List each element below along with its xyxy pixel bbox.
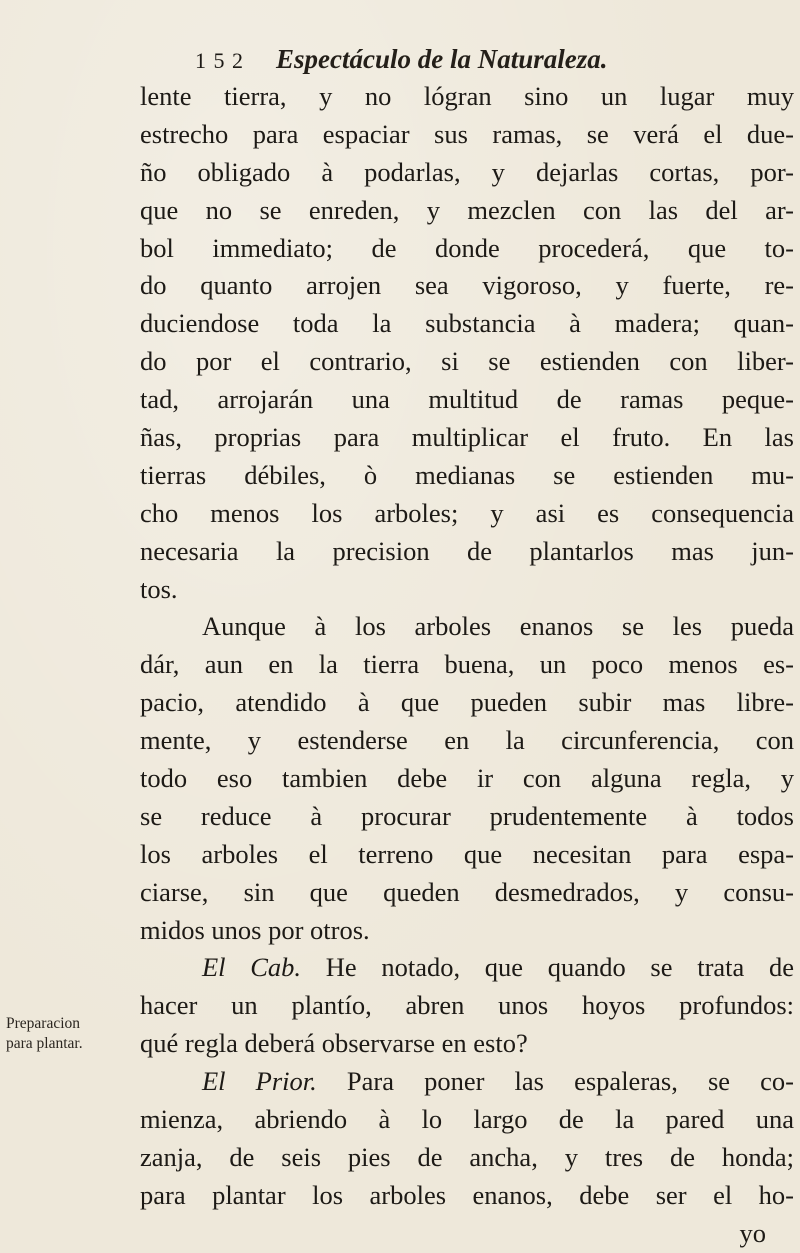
text-line: tos. [140, 573, 178, 604]
text-line: tad, arrojarán una multitud de ramas peque- [140, 384, 794, 415]
speaker-label: El Cab. [202, 952, 302, 983]
body-text [140, 78, 794, 1253]
text-line: ñas, proprias para multiplicar el fruto. En las [140, 422, 794, 453]
speaker-label: El Prior. [202, 1066, 317, 1097]
text-line: dár, aun en la tierra buena, un poco menos es- [140, 649, 794, 680]
text-line: ño obligado à podarlas, y dejarlas cortas, por- [140, 156, 794, 187]
text-line: zanja, de seis pies de ancha, y tres de honda; [140, 1141, 794, 1172]
text-line: qué regla deberá observarse en esto? [140, 1028, 528, 1059]
paragraph-start-line: Aunque à los arboles enanos se les pueda [202, 611, 794, 642]
text-line: todo eso tambien debe ir con alguna regla, y [140, 763, 794, 794]
text-line: estrecho para espaciar sus ramas, se verá el due- [140, 118, 794, 149]
text-line: lente tierra, y no lógran sino un lugar muy [140, 81, 794, 111]
margin-note-line: para plantar. [6, 1035, 83, 1052]
dialogue-line-caballero: El Cab. He notado, que quando se trata de [202, 952, 794, 983]
text-line: necesaria la precision de plantarlos mas jun- [140, 535, 794, 566]
running-title: Espectáculo de la Naturaleza. [276, 44, 608, 74]
text-line: bol immediato; de donde procederá, que to- [140, 232, 794, 263]
text-line: mienza, abriendo à lo largo de la pared una [140, 1104, 794, 1135]
margin-note [6, 1014, 134, 1054]
text-line: ciarse, sin que queden desmedrados, y consu- [140, 876, 794, 907]
text-line: los arboles el terreno que necesitan para espa- [140, 838, 794, 869]
text-line: se reduce à procurar prudentemente à todos [140, 800, 794, 831]
catchword: yo [739, 1217, 766, 1248]
text-line: para plantar los arboles enanos, debe ser el ho- [140, 1179, 794, 1210]
text-line: midos unos por otros. [140, 914, 370, 945]
margin-note-line: Preparacion [6, 1015, 81, 1032]
text-line: que no se enreden, y mezclen con las del ar- [140, 194, 794, 225]
text-line: tierras débiles, ò medianas se estienden mu- [140, 459, 794, 490]
text-line: mente, y estenderse en la circunferencia, con [140, 725, 794, 756]
dialogue-line-prior: El Prior. Para poner las espaleras, se co- [202, 1066, 794, 1097]
text-line: hacer un plantío, abren unos hoyos profundos: [140, 990, 794, 1021]
text-line: do por el contrario, si se estienden con liber- [140, 346, 794, 377]
text-line: pacio, atendido à que pueden subir mas libre- [140, 687, 794, 718]
page-number: 1 5 2 [195, 48, 244, 73]
text-line: do quanto arrojen sea vigoroso, y fuerte, re- [140, 270, 794, 301]
text-line: duciendose toda la substancia à madera; quan- [140, 308, 794, 339]
text-line: cho menos los arboles; y asi es consequencia [140, 497, 794, 528]
